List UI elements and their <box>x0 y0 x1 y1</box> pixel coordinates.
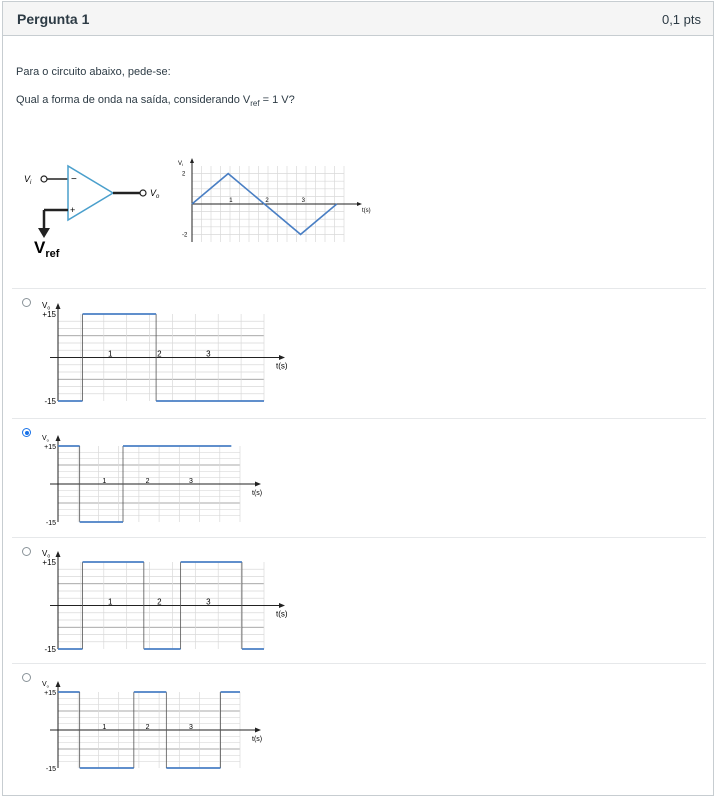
x-tick-label: 1 <box>108 349 113 359</box>
vref-arrow <box>38 228 50 238</box>
x-axis-label: t(s) <box>276 361 288 371</box>
x-axis-arrow <box>279 603 285 608</box>
y-axis-label-sub: o <box>47 553 51 560</box>
y-tick-bottom: -15 <box>44 645 56 654</box>
x-axis-arrow <box>279 355 285 360</box>
opamp-plus: + <box>70 205 76 215</box>
y-axis-label-sub: o <box>47 305 51 312</box>
x-axis-label: t(s) <box>362 208 371 214</box>
option-2-chart <box>30 430 270 530</box>
question-text-sub: ref <box>250 99 260 109</box>
y-axis-arrow <box>56 681 61 687</box>
separator <box>12 663 706 664</box>
x-tick-label: 3 <box>206 349 211 359</box>
y-tick-top: +15 <box>44 690 56 697</box>
x-tick-label: 3 <box>189 478 193 485</box>
y-axis-arrow <box>56 303 61 309</box>
opamp-minus: − <box>71 174 77 185</box>
x-axis-label: t(s) <box>252 736 263 743</box>
question-text-suffix: = 1 V? <box>259 94 295 106</box>
x-tick-label: 2 <box>145 724 150 731</box>
y-tick-bottom: -15 <box>44 397 56 406</box>
y-axis-label: Vo <box>42 549 51 560</box>
y-tick-top: +15 <box>44 444 56 451</box>
x-axis-label: t(s) <box>276 609 288 619</box>
x-tick-label: 2 <box>157 597 162 607</box>
option-1-chart <box>30 296 300 411</box>
y-axis-label: Vo <box>42 301 51 312</box>
x-axis-label: t(s) <box>252 490 263 497</box>
x-tick-label: 1 <box>102 478 107 485</box>
separator <box>12 288 706 289</box>
y-tick-label: 2 <box>182 171 186 178</box>
y-axis-arrow <box>56 551 61 557</box>
question-text-line1: Para o circuito abaixo, pede-se: <box>16 66 171 78</box>
question-text-prefix: Qual a forma de onda na saída, considerando V <box>16 94 251 106</box>
separator <box>12 537 706 538</box>
x-tick-label: 1 <box>229 198 233 204</box>
question-text-line2 <box>16 94 295 108</box>
question-points: 0,1 pts <box>661 12 701 27</box>
question-title: Pergunta 1 <box>17 11 90 27</box>
x-tick-label: 2 <box>145 478 150 485</box>
y-tick-bottom: -15 <box>45 520 56 527</box>
y-tick-top: +15 <box>42 310 56 319</box>
x-tick-label: 3 <box>301 198 305 204</box>
option-3-chart <box>30 544 300 659</box>
y-tick-label: -2 <box>182 232 188 239</box>
x-axis-arrow <box>255 728 261 733</box>
y-axis-label-sub: i <box>182 162 183 167</box>
y-axis-label-sub: o <box>46 437 49 443</box>
opamp-circuit <box>18 158 168 268</box>
x-axis-arrow <box>255 482 261 487</box>
x-tick-label: 2 <box>157 349 162 359</box>
y-axis-label: $V_o$ <box>42 435 49 443</box>
x-tick-label: 2 <box>265 198 269 204</box>
y-axis-label: $V_o$ <box>42 681 49 689</box>
option-4-chart <box>30 676 270 776</box>
y-axis-arrow <box>56 435 61 441</box>
question-header <box>3 2 713 36</box>
vref-label: $V_{ref}$ <box>34 238 60 260</box>
vi-terminal <box>41 176 47 182</box>
x-tick-label: 1 <box>102 724 107 731</box>
x-axis-arrow <box>357 202 362 206</box>
vo-label: $V_o$ <box>150 188 160 200</box>
x-tick-label: 3 <box>206 597 211 607</box>
input-waveform-chart <box>172 156 382 248</box>
x-tick-label: 1 <box>108 597 113 607</box>
separator <box>12 418 706 419</box>
y-axis-arrow <box>190 158 194 163</box>
x-tick-label: 3 <box>189 724 193 731</box>
y-axis-label: Vi <box>178 161 183 167</box>
y-axis-label-sub: o <box>46 683 49 689</box>
y-tick-top: +15 <box>42 558 56 567</box>
y-tick-bottom: -15 <box>45 766 56 773</box>
vo-terminal <box>140 190 146 196</box>
vi-label: $V_i$ <box>24 174 32 186</box>
